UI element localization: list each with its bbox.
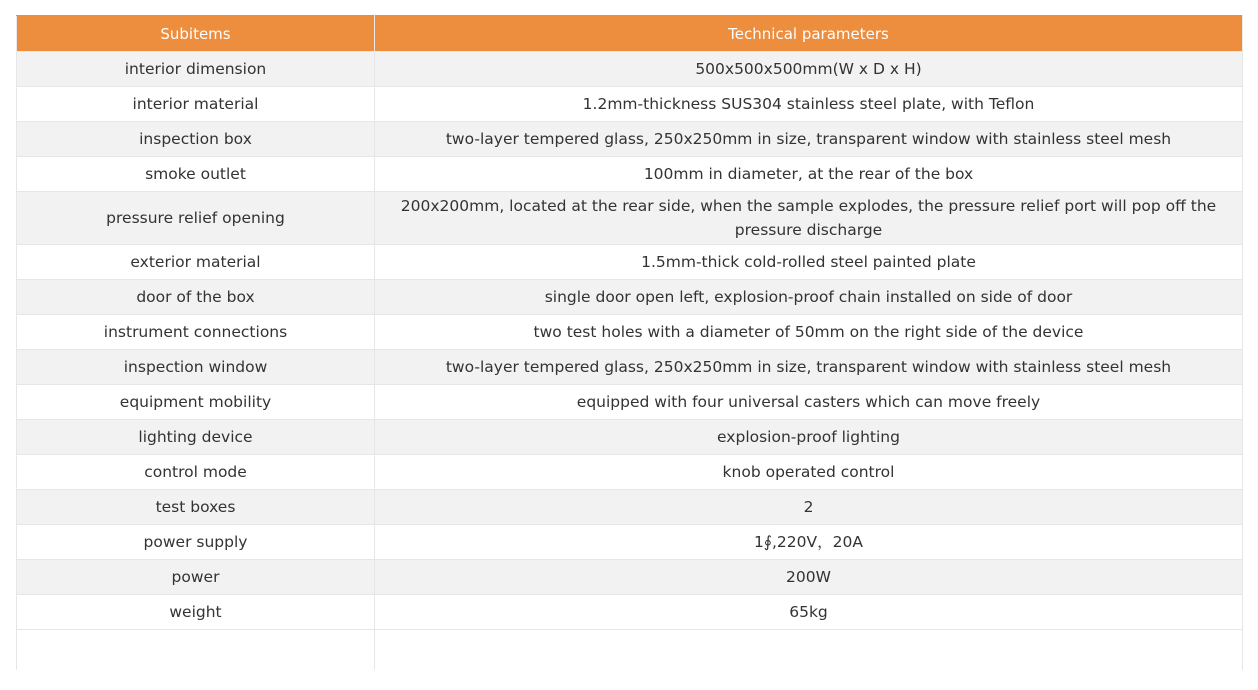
table-row xyxy=(17,52,1243,87)
table-row xyxy=(17,385,1243,420)
parameter-cell: 1.2mm-thickness SUS304 stainless steel plate, with Teflon xyxy=(375,87,1243,122)
subitem-cell: interior material xyxy=(17,87,375,122)
empty-cell xyxy=(17,630,375,670)
subitem-cell: weight xyxy=(17,595,375,630)
subitem-cell: power supply xyxy=(17,525,375,560)
parameter-cell: two-layer tempered glass, 250x250mm in size, transparent window with stainless steel mesh xyxy=(375,350,1243,385)
subitem-cell: inspection window xyxy=(17,350,375,385)
header-technical-parameters: Technical parameters xyxy=(375,16,1243,52)
parameter-cell: 500x500x500mm(W x D x H) xyxy=(375,52,1243,87)
subitem-cell: smoke outlet xyxy=(17,157,375,192)
parameter-cell: 1.5mm-thick cold-rolled steel painted plate xyxy=(375,245,1243,280)
table-row xyxy=(17,455,1243,490)
parameter-cell: 2 xyxy=(375,490,1243,525)
table-row xyxy=(17,87,1243,122)
parameter-cell: single door open left, explosion-proof chain installed on side of door xyxy=(375,280,1243,315)
parameter-cell: two test holes with a diameter of 50mm on the right side of the device xyxy=(375,315,1243,350)
table-row xyxy=(17,420,1243,455)
table-row xyxy=(17,157,1243,192)
subitem-cell: instrument connections xyxy=(17,315,375,350)
subitem-cell: exterior material xyxy=(17,245,375,280)
table-row xyxy=(17,560,1243,595)
empty-row xyxy=(17,630,1243,670)
parameter-cell: explosion-proof lighting xyxy=(375,420,1243,455)
table-row xyxy=(17,245,1243,280)
table-row xyxy=(17,490,1243,525)
subitem-cell: door of the box xyxy=(17,280,375,315)
table-row xyxy=(17,280,1243,315)
parameter-cell: equipped with four universal casters which can move freely xyxy=(375,385,1243,420)
subitem-cell: equipment mobility xyxy=(17,385,375,420)
table-row xyxy=(17,525,1243,560)
subitem-cell: lighting device xyxy=(17,420,375,455)
subitem-cell: pressure relief opening xyxy=(17,192,375,245)
parameter-cell: knob operated control xyxy=(375,455,1243,490)
parameter-cell: 1∮,220V，20A xyxy=(375,525,1243,560)
parameter-cell: 200W xyxy=(375,560,1243,595)
table-row xyxy=(17,350,1243,385)
subitem-cell: control mode xyxy=(17,455,375,490)
subitem-cell: power xyxy=(17,560,375,595)
parameter-cell: 65kg xyxy=(375,595,1243,630)
header-row xyxy=(17,16,1243,52)
header-subitems: Subitems xyxy=(17,16,375,52)
table-row xyxy=(17,192,1243,245)
parameter-cell: 200x200mm, located at the rear side, when the sample explodes, the pressure relief port will pop off the pressure discharge xyxy=(375,192,1243,245)
table-row xyxy=(17,595,1243,630)
subitem-cell: inspection box xyxy=(17,122,375,157)
empty-cell xyxy=(375,630,1243,670)
spec-table xyxy=(16,15,1243,670)
parameter-cell: 100mm in diameter, at the rear of the box xyxy=(375,157,1243,192)
parameter-cell: two-layer tempered glass, 250x250mm in size, transparent window with stainless steel mesh xyxy=(375,122,1243,157)
table-row xyxy=(17,315,1243,350)
subitem-cell: interior dimension xyxy=(17,52,375,87)
subitem-cell: test boxes xyxy=(17,490,375,525)
table-row xyxy=(17,122,1243,157)
